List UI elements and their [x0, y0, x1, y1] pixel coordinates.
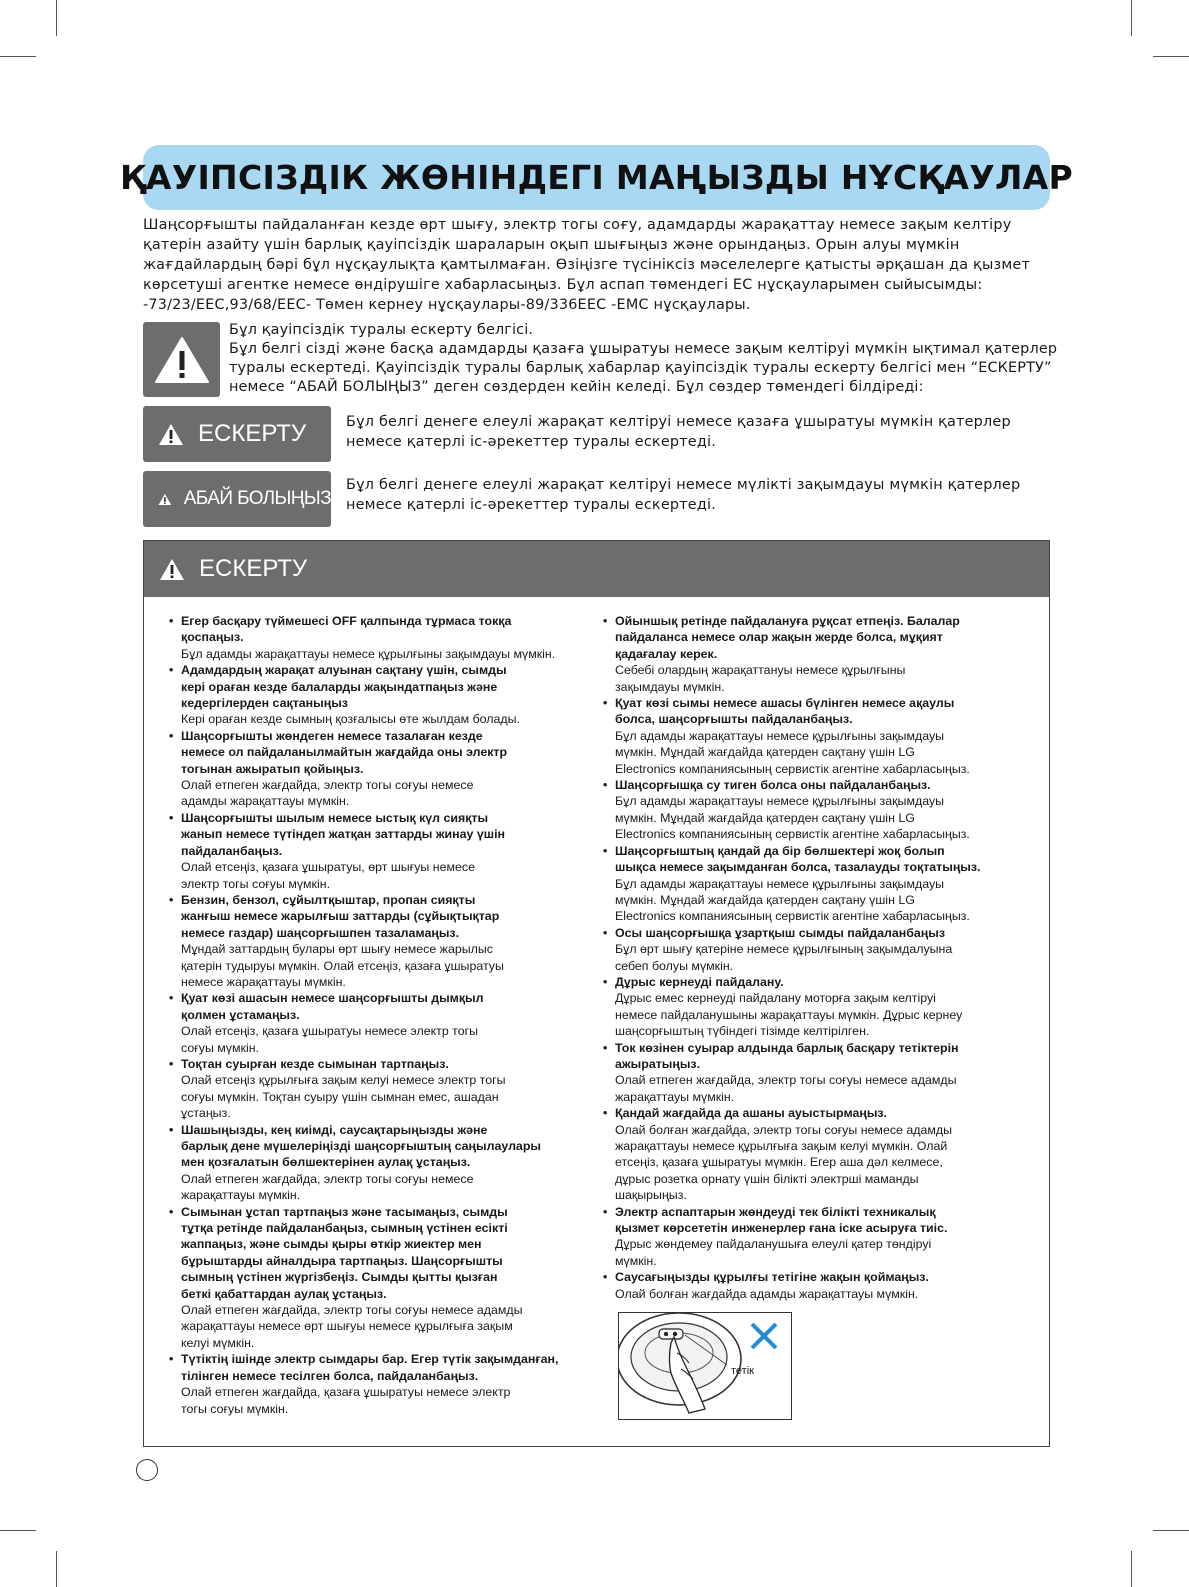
warning-item-heading: Сымынан ұстап тартпаңыз және тасымаңыз, сымды — [181, 1204, 508, 1219]
warning-item-text: Бұл адамды жарақаттауы немесе құрылғыны зақымдауы — [615, 876, 945, 891]
warning-item-text: Бұл өрт шығу қатеріне немесе құрылғының зақымдалуына — [615, 942, 953, 957]
warning-item-heading: сымның үстінен жүргізбеңіз. Сымды қытты қызған — [181, 1270, 498, 1285]
warning-label-description — [346, 413, 1046, 452]
warning-item-heading: тұтқа ретінде пайдаланбаңыз, сымның үстінен есікті — [181, 1221, 508, 1236]
label-desc-line: немесе қатерлі іс-әрекеттер туралы ескертеді. — [346, 496, 716, 513]
warning-item-text: мүмкін. Мұндай жағдайда қатерден сақтану үшін LG — [615, 745, 915, 760]
warning-item-text: Дұрыс емес кернеуді пайдалану моторға зақым келтіруі — [615, 991, 936, 1006]
warning-item-heading: Тоқтан суырған кезде сымынан тартпаңыз. — [181, 1056, 449, 1071]
caution-label-text: АБАЙ БОЛЫҢЫЗ — [183, 488, 331, 509]
warning-item-heading: Дұрыс кернеуді пайдалану. — [615, 974, 784, 989]
bullet-icon: • — [169, 614, 174, 628]
warning-item — [167, 1204, 597, 1352]
warning-item — [601, 613, 1031, 695]
bullet-icon: • — [169, 810, 174, 825]
warning-item-text: мүмкін. Мұндай жағдайда қатерден сақтану үшін LG — [615, 892, 915, 907]
warning-item-text: жарақаттауы немесе құрылғыға зақым келуі мүмкін. Олай — [615, 1139, 948, 1153]
crop-mark — [56, 0, 57, 36]
warning-item — [167, 810, 597, 892]
warning-item-text: Electronics компаниясының сервистік агентіне хабарласыңыз. — [615, 827, 970, 842]
warning-item-heading: пайдаланбаңыз. — [181, 843, 283, 858]
warning-item-text: Мұндай заттардың булары өрт шығу немесе жарылыс — [181, 942, 493, 957]
warning-item — [167, 1351, 597, 1417]
warning-item-heading: Саусағыңызды құрылғы тетігіне жақын қоймаңыз. — [615, 1270, 929, 1285]
crop-mark — [1153, 56, 1189, 57]
label-desc-line: Бұл белгі денеге елеулі жарақат келтіруі немесе мүлікті зақымдауы мүмкін қатерлер — [346, 477, 1021, 493]
warning-item — [167, 1056, 597, 1122]
warning-item-heading: болса, шаңсорғышты пайдаланбаңыз. — [615, 712, 853, 727]
warning-item-heading: немесе газдар) шаңсорғышпен тазаламаңыз. — [181, 925, 460, 940]
warning-item-heading: Шашыңызды, кең киімді, саусақтарыңызды және — [181, 1122, 488, 1137]
intro-line: Шаңсорғышты пайдаланған кезде өрт шығу, электр тогы соғу, адамдарды жарақаттау немесе зақым келтіру — [143, 217, 1012, 233]
warning-item — [601, 974, 1031, 1040]
warning-item-heading: Шаңсорғышты жөндеген немесе тазалаған кезде — [181, 728, 483, 743]
warning-item — [601, 1204, 1031, 1270]
bullet-icon: • — [603, 696, 608, 711]
cross-mark-icon — [749, 1321, 779, 1351]
warning-item-heading: немесе ол пайдаланылмайтын жағдайда оны электр — [181, 745, 508, 760]
bullet-icon: • — [169, 1352, 174, 1367]
warning-item-heading: Қуат көзі сымы немесе ашасы бүлінген немесе ақаулы — [615, 696, 955, 711]
warning-item-heading: Осы шаңсорғышқа ұзартқыш сымды пайдаланбаңыз — [615, 925, 945, 940]
warning-item — [601, 1269, 1031, 1302]
warning-item-text: адамды жарақаттауы мүмкін. — [181, 794, 350, 809]
label-desc-line: Бұл белгі денеге елеулі жарақат келтіруі немесе қазаға ұшыратуы мүмкін қатерлер — [346, 414, 1011, 430]
warning-item-heading: қоспаңыз. — [181, 630, 244, 645]
warning-item-heading: қызмет көрсететін инженерлер ғана іске асыруға тиіс. — [615, 1221, 948, 1236]
warning-item-heading: Қуат көзі ашасын немесе шаңсорғышты дымқыл — [181, 991, 484, 1006]
crop-mark — [1131, 0, 1132, 36]
warning-item — [601, 1105, 1031, 1203]
bullet-icon: • — [603, 614, 608, 628]
warning-triangle-icon — [159, 558, 185, 581]
warning-item-heading: Шаңсорғыштың қандай да бір бөлшектері жоқ болып — [615, 843, 945, 858]
warning-item-text: Олай етпеген жағдайда, электр тогы соғуы немесе — [181, 778, 474, 793]
warning-item-text: тогы соғуы мүмкін. — [181, 1401, 289, 1416]
warning-item-heading: беткі қабаттардан аулақ ұстаңыз. — [181, 1286, 387, 1301]
warning-item-text: Олай етсеңіз құрылғыға зақым келуі немесе электр тогы — [181, 1073, 506, 1088]
warning-label-text: ЕСКЕРТУ — [198, 420, 307, 447]
warning-item-text: Electronics компаниясының сервистік агентіне хабарласыңыз. — [615, 909, 970, 924]
warning-triangle-icon — [158, 488, 172, 511]
warning-item — [601, 843, 1031, 925]
warning-item-text: шақырыңыз. — [615, 1188, 687, 1203]
warning-item-text: Дұрыс жөндемеу пайдаланушыға елеулі қатер төндіруі — [615, 1237, 932, 1252]
warning-item-heading: Егер басқару түймешесі OFF қалпында тұрмаса токқа — [181, 614, 512, 628]
warning-item-heading: Бензин, бензол, сұйылтқыштар, пропан сияқты — [181, 892, 476, 907]
warning-item-heading: Түтіктің ішінде электр сымдары бар. Егер түтік зақымданған, — [181, 1352, 559, 1367]
warning-item-heading: Қандай жағдайда да ашаны ауыстырмаңыз. — [615, 1106, 888, 1121]
symbol-line: Бұл қауіпсіздік туралы ескерту белгісі. — [229, 322, 534, 338]
warning-triangle-icon — [158, 423, 184, 446]
warning-item — [167, 728, 597, 810]
warning-list-left — [167, 613, 597, 1417]
bullet-icon: • — [169, 892, 174, 907]
bullet-icon: • — [603, 1106, 608, 1121]
warning-item-heading: Ток көзінен суырар алдында барлық басқару тетіктерін — [615, 1040, 959, 1055]
title-banner — [120, 145, 1073, 210]
warning-panel-header — [144, 541, 1049, 597]
crop-mark — [0, 56, 36, 57]
bullet-icon: • — [603, 843, 608, 858]
warning-item-text: ұстаңыз. — [181, 1106, 231, 1121]
bullet-icon: • — [603, 1040, 608, 1055]
intro-line: жағдайлардың бәрі бұл нұсқаулықта қамтылмаған. Өзіңізге түсініксіз мәселелерге қатысты әрқашан да қызмет — [143, 257, 1031, 273]
warning-item-text: Себебі олардың жарақаттануы немесе құрылғыны — [615, 663, 906, 678]
warning-item-text: зақымдауы мүмкін. — [615, 679, 725, 694]
warning-item-text: Олай етсеңіз, қазаға ұшыратуы немесе электр тогы — [181, 1024, 479, 1039]
warning-item-text: Бұл адамды жарақаттауы немесе құрылғыны зақымдауы — [615, 794, 945, 809]
vacuum-switch-illustration — [618, 1312, 792, 1420]
warning-item-text: Олай етпеген жағдайда, электр тогы соғуы немесе — [181, 1171, 474, 1186]
warning-item — [601, 925, 1031, 974]
warning-list-right — [601, 613, 1031, 1302]
warning-item-text: соғуы мүмкін. — [181, 1040, 259, 1055]
warning-item-text: немесе жарақаттауы мүмкін. — [181, 974, 346, 989]
warning-item-text: жарақаттауы немесе өрт шығуы немесе құрылғыға зақым — [181, 1319, 513, 1334]
bullet-icon: • — [169, 1122, 174, 1137]
bullet-icon: • — [603, 974, 608, 989]
warning-item-heading: пайдаланса немесе олар жақын жерде болса, мұқият — [615, 630, 943, 645]
warning-item-text: мүмкін. — [615, 1253, 657, 1268]
warning-item-heading: Адамдардың жарақат алуынан сақтану үшін, сымды — [181, 663, 507, 678]
warning-item-heading: кедергілерден сақтаныңыз — [181, 696, 348, 711]
warning-item — [167, 1122, 597, 1204]
warning-item-heading: жанып немесе түтіндеп жатқан заттарды жинау үшін — [181, 827, 506, 842]
intro-line: көрсетуші агентке немесе өндірушіге хабарласыңыз. Бұл аспап төмендегі EC нұсқауларымен сыйысымды: — [143, 277, 983, 293]
bullet-icon: • — [169, 663, 174, 678]
warning-item-text: Олай болған жағдайда, электр тогы соғуы немесе адамды — [615, 1122, 953, 1137]
warning-item-text: Бұл адамды жарақаттауы немесе құрылғыны зақымдауы — [615, 728, 945, 743]
warning-item-text: Олай етпеген жағдайда, электр тогы соғуы немесе адамды — [181, 1303, 523, 1318]
bullet-icon: • — [603, 1204, 608, 1219]
warning-item-heading: жаппаңыз, және сымды қыры өткір жиектер мен — [181, 1237, 482, 1252]
warning-item-text: Олай етсеңіз, қазаға ұшыратуы, өрт шығуы немесе — [181, 860, 475, 875]
warning-item-heading: ажыратыңыз. — [615, 1056, 701, 1071]
warning-item-heading: Ойыншық ретінде пайдалануға рұқсат етпеңіз. Балалар — [615, 614, 960, 628]
warning-item-heading: мен қозғалатын бөлшектерінен аулақ ұстаңыз. — [181, 1155, 471, 1170]
symbol-line: немесе “АБАЙ БОЛЫҢЫЗ” деген сөздерден кейін келеді. Бұл сөздер төмендегі білдіреді: — [229, 379, 924, 395]
warning-item-text: жарақаттауы мүмкін. — [615, 1089, 735, 1104]
page-title: ҚАУІПСІЗДІК ЖӨНІНДЕГІ МАҢЫЗДЫ НҰСҚАУЛАР — [120, 158, 1073, 197]
warning-item — [601, 695, 1031, 777]
warning-item-text: Кері ораған кезде сымның қозғалысы өте жылдам болады. — [181, 712, 520, 727]
crop-mark — [1153, 1530, 1189, 1531]
warning-item-text: жарақаттауы мүмкін. — [181, 1188, 301, 1203]
symbol-line: туралы ескертеді. Қауіпсіздік туралы барлық хабарлар қауіпсіздік туралы ескерту белгісі мен “ЕСКЕРТУ” — [229, 360, 1052, 376]
crop-mark — [0, 1530, 36, 1531]
symbol-line: Бұл белгі сізді және басқа адамдарды қазаға ұшыратуы немесе зақым келтіруі мүмкін ықтимал қатерлер — [229, 341, 1058, 357]
bullet-icon: • — [169, 1204, 174, 1219]
warning-panel — [143, 540, 1050, 1447]
warning-item-heading: жанғыш немесе жарылғыш заттарды (сұйықтықтар — [181, 909, 500, 924]
crop-mark — [56, 1551, 57, 1587]
warning-triangle-icon — [154, 335, 210, 385]
bullet-icon: • — [603, 778, 608, 793]
warning-item-heading: қадағалау керек. — [615, 646, 718, 661]
warning-item — [601, 1040, 1031, 1106]
warning-item-heading: кері ораған кезде балаларды жақындатпаңыз және — [181, 679, 498, 694]
switch-label: тетік — [731, 1365, 754, 1377]
warning-item — [167, 892, 597, 990]
warning-item-text: соғуы мүмкін. Тоқтан суыру үшін сымнан емес, ашадан — [181, 1089, 499, 1104]
warning-item — [167, 662, 597, 728]
warning-item-text: немесе пайдаланушыны жарақаттауы мүмкін. Дұрыс кернеу — [615, 1007, 963, 1022]
bullet-icon: • — [169, 728, 174, 743]
warning-item-text: дұрыс розетка орнату үшін білікті электрші маманды — [615, 1171, 919, 1186]
warning-item-heading: бұрыштарды айналдыра тартпаңыз. Шаңсорғышты — [181, 1253, 503, 1268]
warning-item-text: шаңсорғыштың түбіндегі тізімде келтірілген. — [615, 1024, 870, 1039]
caution-label-description — [346, 476, 1046, 515]
warning-item-text: келуі мүмкін. — [181, 1335, 255, 1350]
bullet-icon: • — [169, 1056, 174, 1071]
warning-item-heading: қолмен ұстамаңыз. — [181, 1007, 300, 1022]
warning-item-text: Electronics компаниясының сервистік агентіне хабарласыңыз. — [615, 761, 970, 776]
warning-item-text: Олай болған жағдайда адамды жарақаттауы мүмкін. — [615, 1286, 919, 1301]
intro-paragraph — [143, 215, 1053, 315]
safety-alert-symbol — [143, 322, 220, 397]
warning-item-heading: барлық дене мүшелеріңізді шаңсорғыштың саңылаулары — [181, 1139, 541, 1153]
warning-item-heading: Шаңсорғышқа су тиген болса оны пайдаланбаңыз. — [615, 778, 931, 793]
bullet-icon: • — [603, 925, 608, 940]
warning-item-text: Олай етпеген жағдайда, қазаға ұшыратуы немесе электр — [181, 1385, 511, 1400]
warning-label — [143, 406, 331, 462]
warning-item-text: Бұл адамды жарақаттауы немесе құрылғыны зақымдауы мүмкін. — [181, 646, 556, 661]
bullet-icon: • — [603, 1270, 608, 1285]
intro-line: -73/23/EEC,93/68/EEC- Төмен кернеу нұсқаулары-89/336EEC -EMC нұсқаулары. — [143, 297, 751, 313]
warning-item-text: электр тогы соғуы мүмкін. — [181, 876, 331, 891]
warning-item-heading: Электр аспаптарын жөндеуді тек білікті техникалық — [615, 1204, 936, 1219]
intro-line: қатерін азайту үшін барлық қауіпсіздік шараларын оқып шығыңыз және орындаңыз. Орын алуы мүмкін — [143, 237, 960, 253]
page-number-circle — [136, 1459, 158, 1481]
safety-alert-description — [229, 321, 1059, 397]
warning-item-heading: Шаңсорғышты шылым немесе ыстық күл сияқты — [181, 810, 489, 825]
warning-item — [167, 613, 597, 662]
warning-item — [601, 777, 1031, 843]
warning-item-heading: шықса немесе зақымданған болса, тазалауды тоқтатыңыз. — [615, 860, 981, 875]
warning-item-text: етсеңіз, қазаға ұшыратуы мүмкін. Егер аша дәл келмесе, — [615, 1155, 943, 1170]
label-desc-line: немесе қатерлі іс-әрекеттер туралы ескертеді. — [346, 433, 716, 450]
caution-label — [143, 471, 331, 527]
warning-panel-title: ЕСКЕРТУ — [199, 555, 308, 582]
warning-item-text: қатерін тудыруы мүмкін. Олай етсеңіз, қазаға ұшыратуы — [181, 958, 504, 973]
warning-item-text: себеп болуы мүмкін. — [615, 958, 734, 973]
warning-item — [167, 990, 597, 1056]
bullet-icon: • — [169, 991, 174, 1006]
warning-item-heading: тогынан ажыратып қойыңыз. — [181, 761, 364, 776]
crop-mark — [1131, 1551, 1132, 1587]
warning-item-text: Олай етпеген жағдайда, электр тогы соғуы немесе адамды — [615, 1073, 957, 1088]
warning-item-heading: тілінген немесе тесілген болса, пайдаланбаңыз. — [181, 1368, 479, 1383]
warning-item-text: мүмкін. Мұндай жағдайда қатерден сақтану үшін LG — [615, 810, 915, 825]
